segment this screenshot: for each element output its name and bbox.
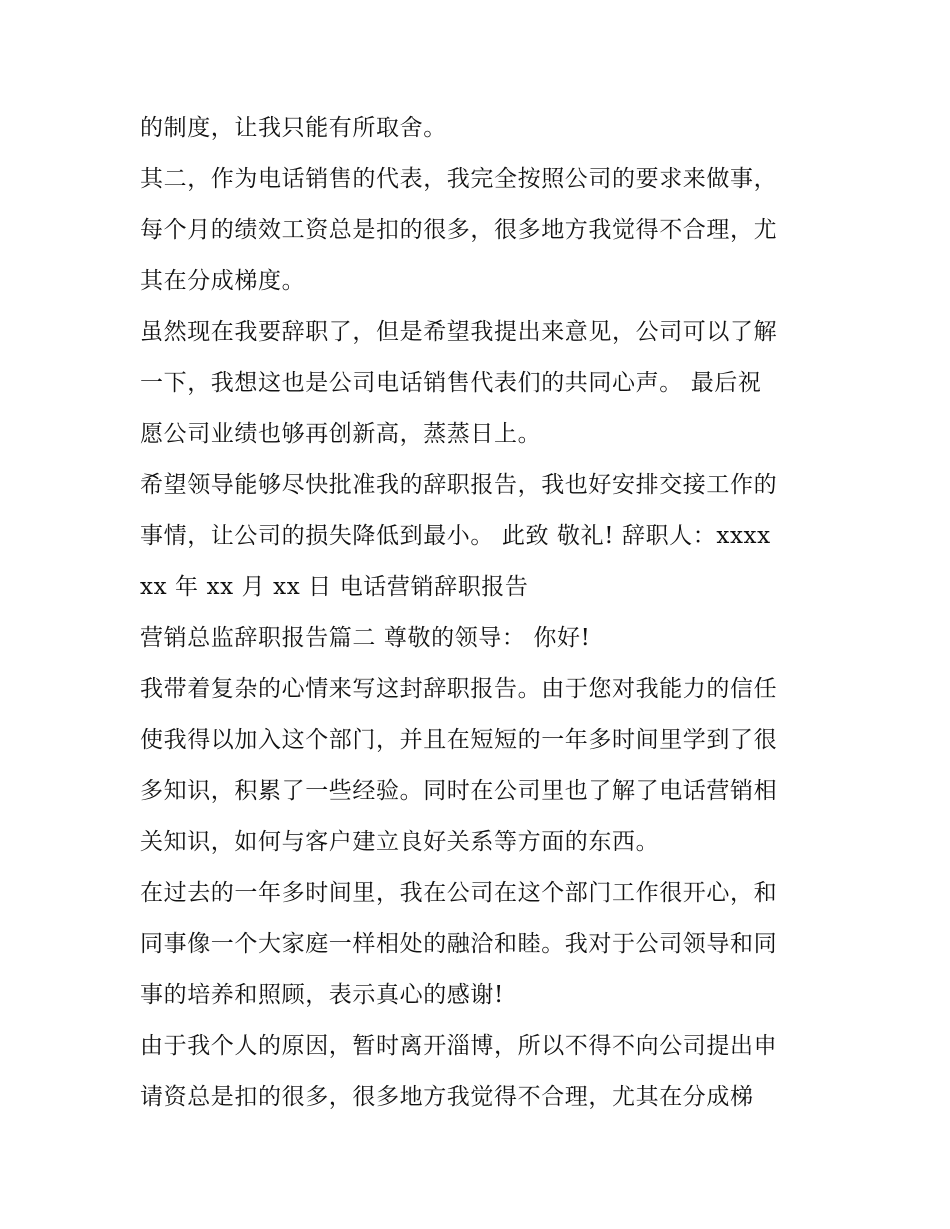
text-line: 一下，我想这也是公司电话销售代表们的共同心声。 最后祝 bbox=[140, 370, 762, 396]
text-line: 愿公司业绩也够再创新高，蒸蒸日上。 bbox=[140, 421, 542, 447]
text-line: 每个月的绩效工资总是扣的很多，很多地方我觉得不合理，尤 bbox=[140, 217, 778, 243]
text-line: 请资总是扣的很多，很多地方我觉得不合理，尤其在分成梯 bbox=[140, 1084, 754, 1110]
text-line: 事的培养和照顾，表示真心的感谢! bbox=[140, 982, 504, 1008]
text-line: 的制度，让我只能有所取舍。 bbox=[140, 115, 447, 141]
text-line: 希望领导能够尽快批准我的辞职报告，我也好安排交接工作的 bbox=[140, 472, 778, 498]
text-line: 其二，作为电话销售的代表，我完全按照公司的要求来做事， bbox=[140, 166, 778, 192]
text-line: xx 年 xx 月 xx 日 电话营销辞职报告 bbox=[140, 574, 529, 600]
text-line: 在过去的一年多时间里，我在公司在这个部门工作很开心，和 bbox=[140, 880, 778, 906]
text-line: 同事像一个大家庭一样相处的融洽和睦。我对于公司领导和同 bbox=[140, 931, 778, 957]
text-line: 事情，让公司的损失降低到最小。 此致 敬礼! 辞职人：xxxx bbox=[140, 523, 771, 549]
text-line: 我带着复杂的心情来写这封辞职报告。由于您对我能力的信任 bbox=[140, 676, 778, 702]
text-line: 虽然现在我要辞职了，但是希望我提出来意见，公司可以了解 bbox=[140, 319, 778, 345]
text-line: 由于我个人的原因，暂时离开淄博，所以不得不向公司提出申 bbox=[140, 1033, 778, 1059]
text-line: 营销总监辞职报告篇二 尊敬的领导： 你好! bbox=[140, 625, 591, 651]
text-line: 使我得以加入这个部门，并且在短短的一年多时间里学到了很 bbox=[140, 727, 778, 753]
text-line: 其在分成梯度。 bbox=[140, 268, 306, 294]
text-line: 关知识，如何与客户建立良好关系等方面的东西。 bbox=[140, 829, 660, 855]
text-line: 多知识，积累了一些经验。同时在公司里也了解了电话营销相 bbox=[140, 778, 778, 804]
